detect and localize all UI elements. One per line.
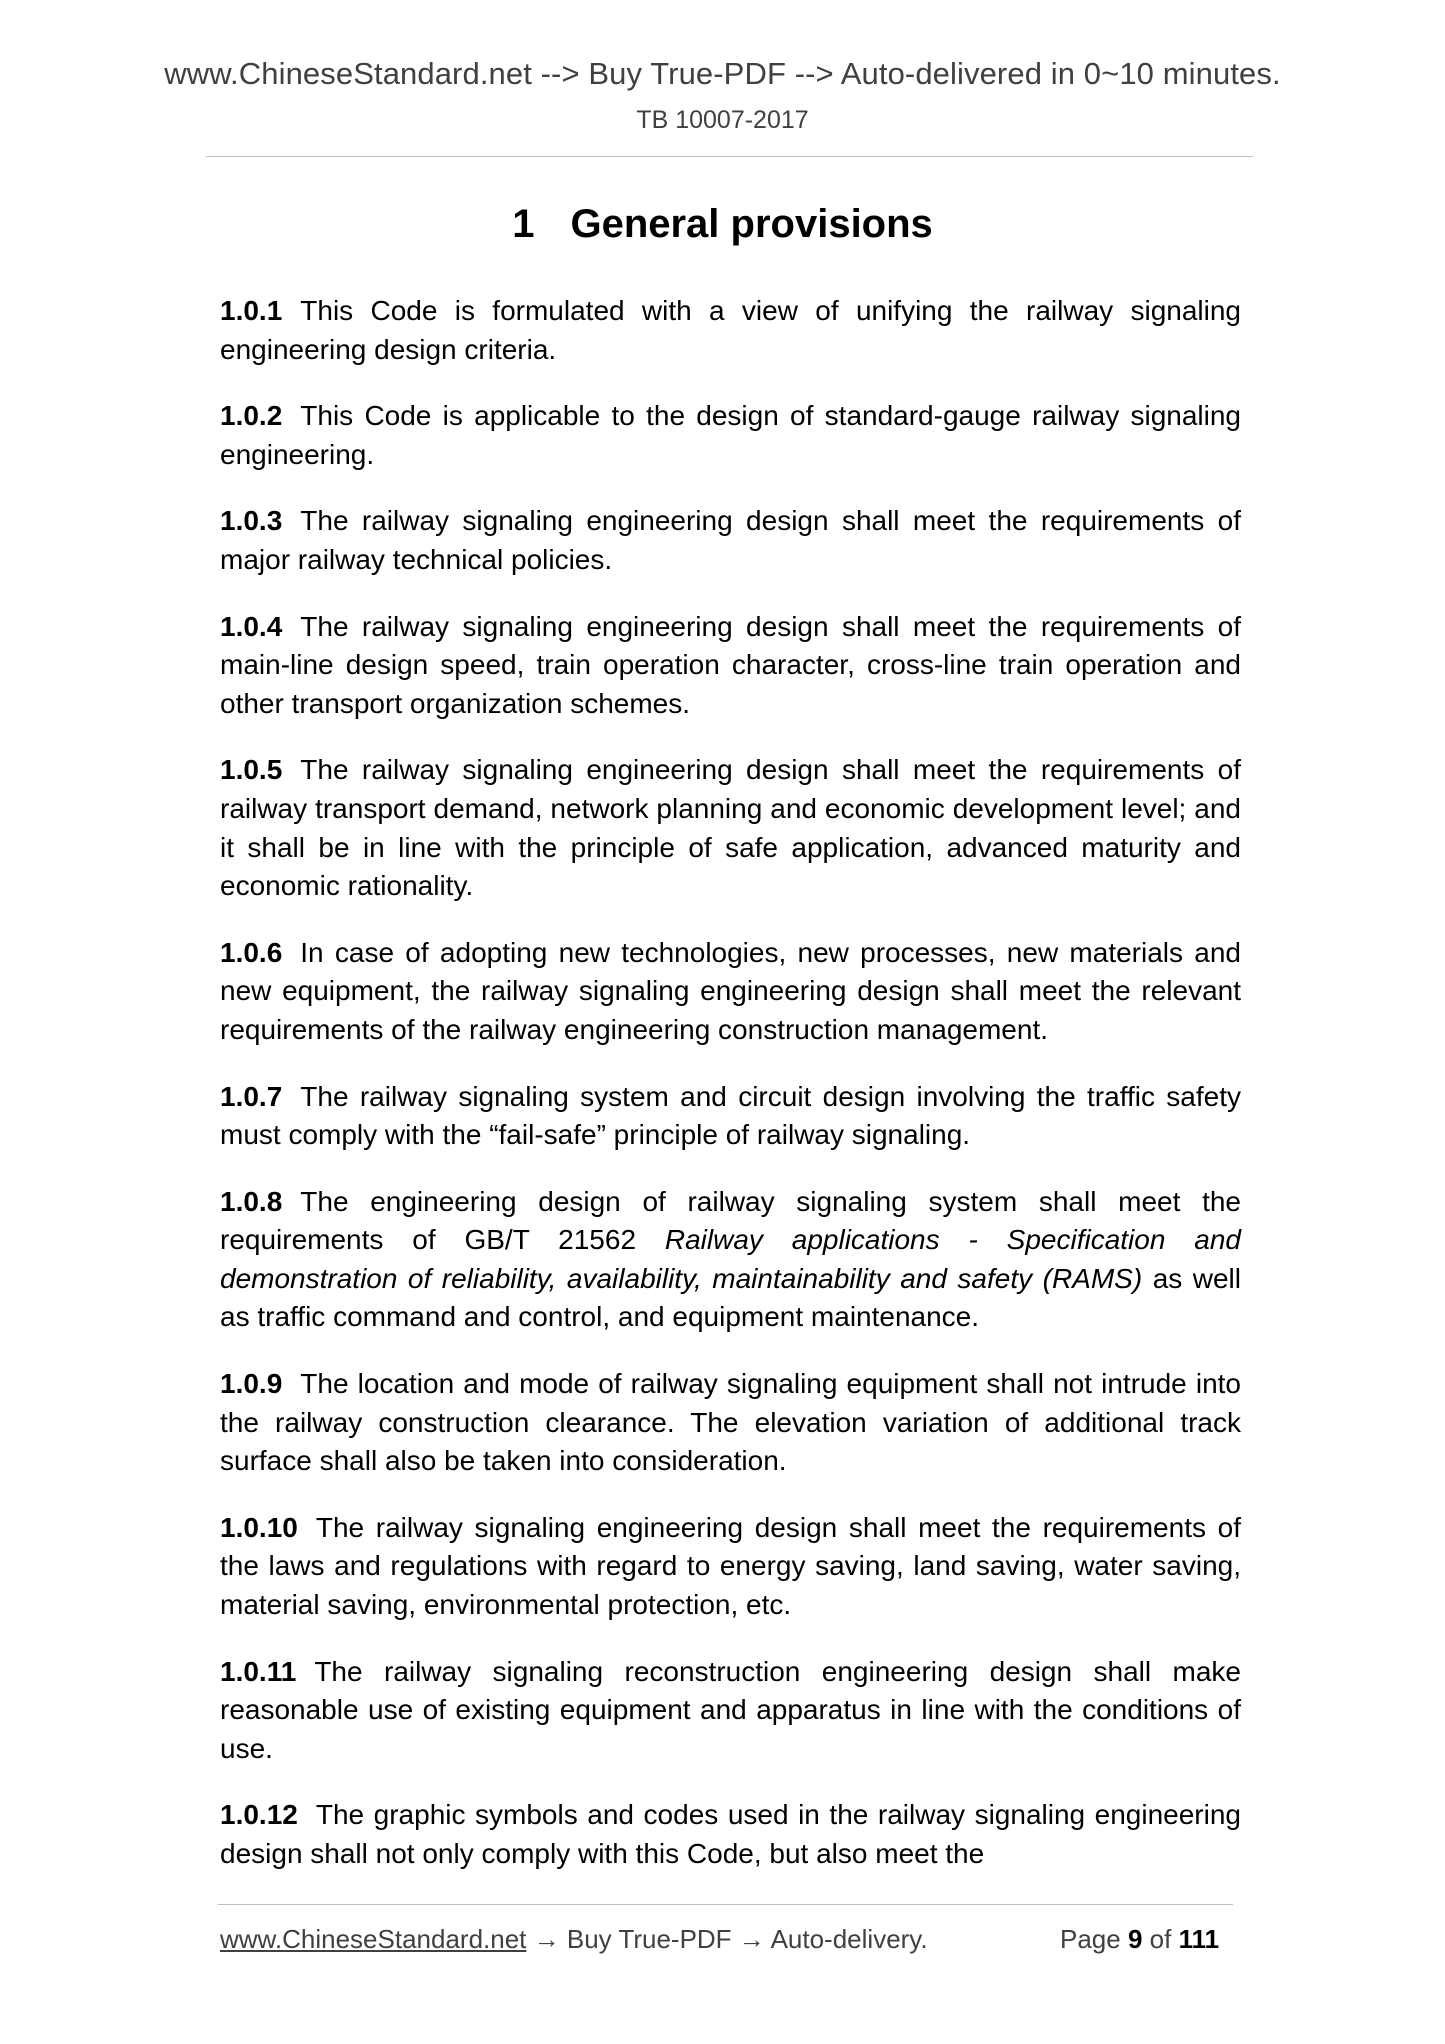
clause-number: 1.0.2 xyxy=(220,400,283,432)
site-banner: www.ChineseStandard.net --> Buy True-PDF --> Auto-delivered in 0~10 minutes. xyxy=(164,56,1281,91)
clause-1-0-1 xyxy=(220,292,1241,369)
clause-number: 1.0.6 xyxy=(220,936,283,968)
footer-site-link[interactable]: www.ChineseStandard.net xyxy=(220,1924,527,1954)
page-current: 9 xyxy=(1127,1924,1143,1954)
page-indicator xyxy=(1060,1924,1219,1955)
chapter-title: General provisions xyxy=(570,202,933,246)
clause-1-0-7 xyxy=(220,1078,1241,1155)
clause-number: 1.0.4 xyxy=(220,610,283,642)
page-of: of xyxy=(1142,1924,1179,1954)
clause-text: The location and mode of railway signaling equipment shall not intrude into the railway construction clearance. The elevation variation of additional track surface shall also be taken into consideration. xyxy=(220,1368,1241,1477)
header-divider xyxy=(206,156,1253,157)
chapter-heading xyxy=(0,202,1445,247)
clause-number: 1.0.10 xyxy=(220,1511,298,1543)
clause-1-0-3 xyxy=(220,502,1241,579)
clause-1-0-4 xyxy=(220,608,1241,724)
page-total: 111 xyxy=(1178,1924,1220,1954)
clause-1-0-5 xyxy=(220,751,1241,905)
page-label: Page xyxy=(1060,1924,1128,1954)
clause-number: 1.0.3 xyxy=(220,505,283,537)
clause-1-0-6 xyxy=(220,934,1241,1050)
clause-text: The railway signaling engineering design shall meet the requirements of main-line design speed, train operation character, cross-line train operation and other transport organization schemes. xyxy=(220,610,1241,719)
clause-1-0-9 xyxy=(220,1365,1241,1481)
clause-text: The railway signaling engineering design shall meet the requirements of the laws and regulations with regard to energy saving, land saving, water saving, material saving, environmental protection, etc. xyxy=(220,1511,1241,1621)
clause-1-0-2 xyxy=(220,397,1241,474)
clause-text: This Code is applicable to the design of standard-gauge railway signaling engineering. xyxy=(220,400,1241,470)
footer-promo xyxy=(220,1924,928,1955)
clause-number: 1.0.12 xyxy=(220,1799,298,1831)
footer-divider xyxy=(218,1904,1233,1905)
clause-number: 1.0.11 xyxy=(220,1655,297,1687)
document-number: TB 10007-2017 xyxy=(636,106,809,134)
clause-text: The railway signaling system and circuit design involving the traffic safety must comply with the “fail-safe” principle of railway signaling. xyxy=(220,1080,1241,1151)
footer-promo-text: → Buy True-PDF → Auto-delivery. xyxy=(526,1924,928,1954)
document-body xyxy=(220,292,1241,1902)
clause-number: 1.0.5 xyxy=(220,754,283,786)
clause-text: The engineering design of railway signaling system shall meet the requirements of GB/T 21562 xyxy=(220,1185,1241,1256)
clause-text: This Code is formulated with a view of unifying the railway signaling engineering design criteria. xyxy=(220,295,1241,365)
clause-number: 1.0.1 xyxy=(220,295,283,326)
clause-text-continued: as well as traffic command and control, and equipment maintenance. xyxy=(220,1262,1241,1333)
clause-1-0-8 xyxy=(220,1183,1241,1337)
clause-text: The railway signaling reconstruction engineering design shall make reasonable use of existing equipment and apparatus in line with the conditions of use. xyxy=(220,1655,1241,1764)
clause-text: In case of adopting new technologies, new processes, new materials and new equipment, the railway signaling engineering design shall meet the relevant requirements of the railway engineering construction management. xyxy=(220,936,1241,1045)
standard-title: Railway applications - Specification and demonstration of reliability, availability, maintainability and safety (RAMS) xyxy=(220,1224,1241,1294)
clause-number: 1.0.8 xyxy=(220,1185,283,1217)
clause-1-0-12 xyxy=(220,1796,1241,1873)
clause-number: 1.0.9 xyxy=(220,1368,283,1400)
clause-1-0-10 xyxy=(220,1509,1241,1625)
clause-1-0-11 xyxy=(220,1653,1241,1769)
clause-text: The railway signaling engineering design shall meet the requirements of major railway technical policies. xyxy=(220,505,1241,575)
clause-text: The railway signaling engineering design shall meet the requirements of railway transport demand, network planning and economic development level; and it shall be in line with the principle of safe application, advanced maturity and economic rationality. xyxy=(220,754,1241,902)
clause-number: 1.0.7 xyxy=(220,1080,283,1112)
chapter-number: 1 xyxy=(512,202,535,246)
clause-text: The graphic symbols and codes used in the railway signaling engineering design shall not only comply with this Code, but also meet the xyxy=(220,1799,1241,1869)
